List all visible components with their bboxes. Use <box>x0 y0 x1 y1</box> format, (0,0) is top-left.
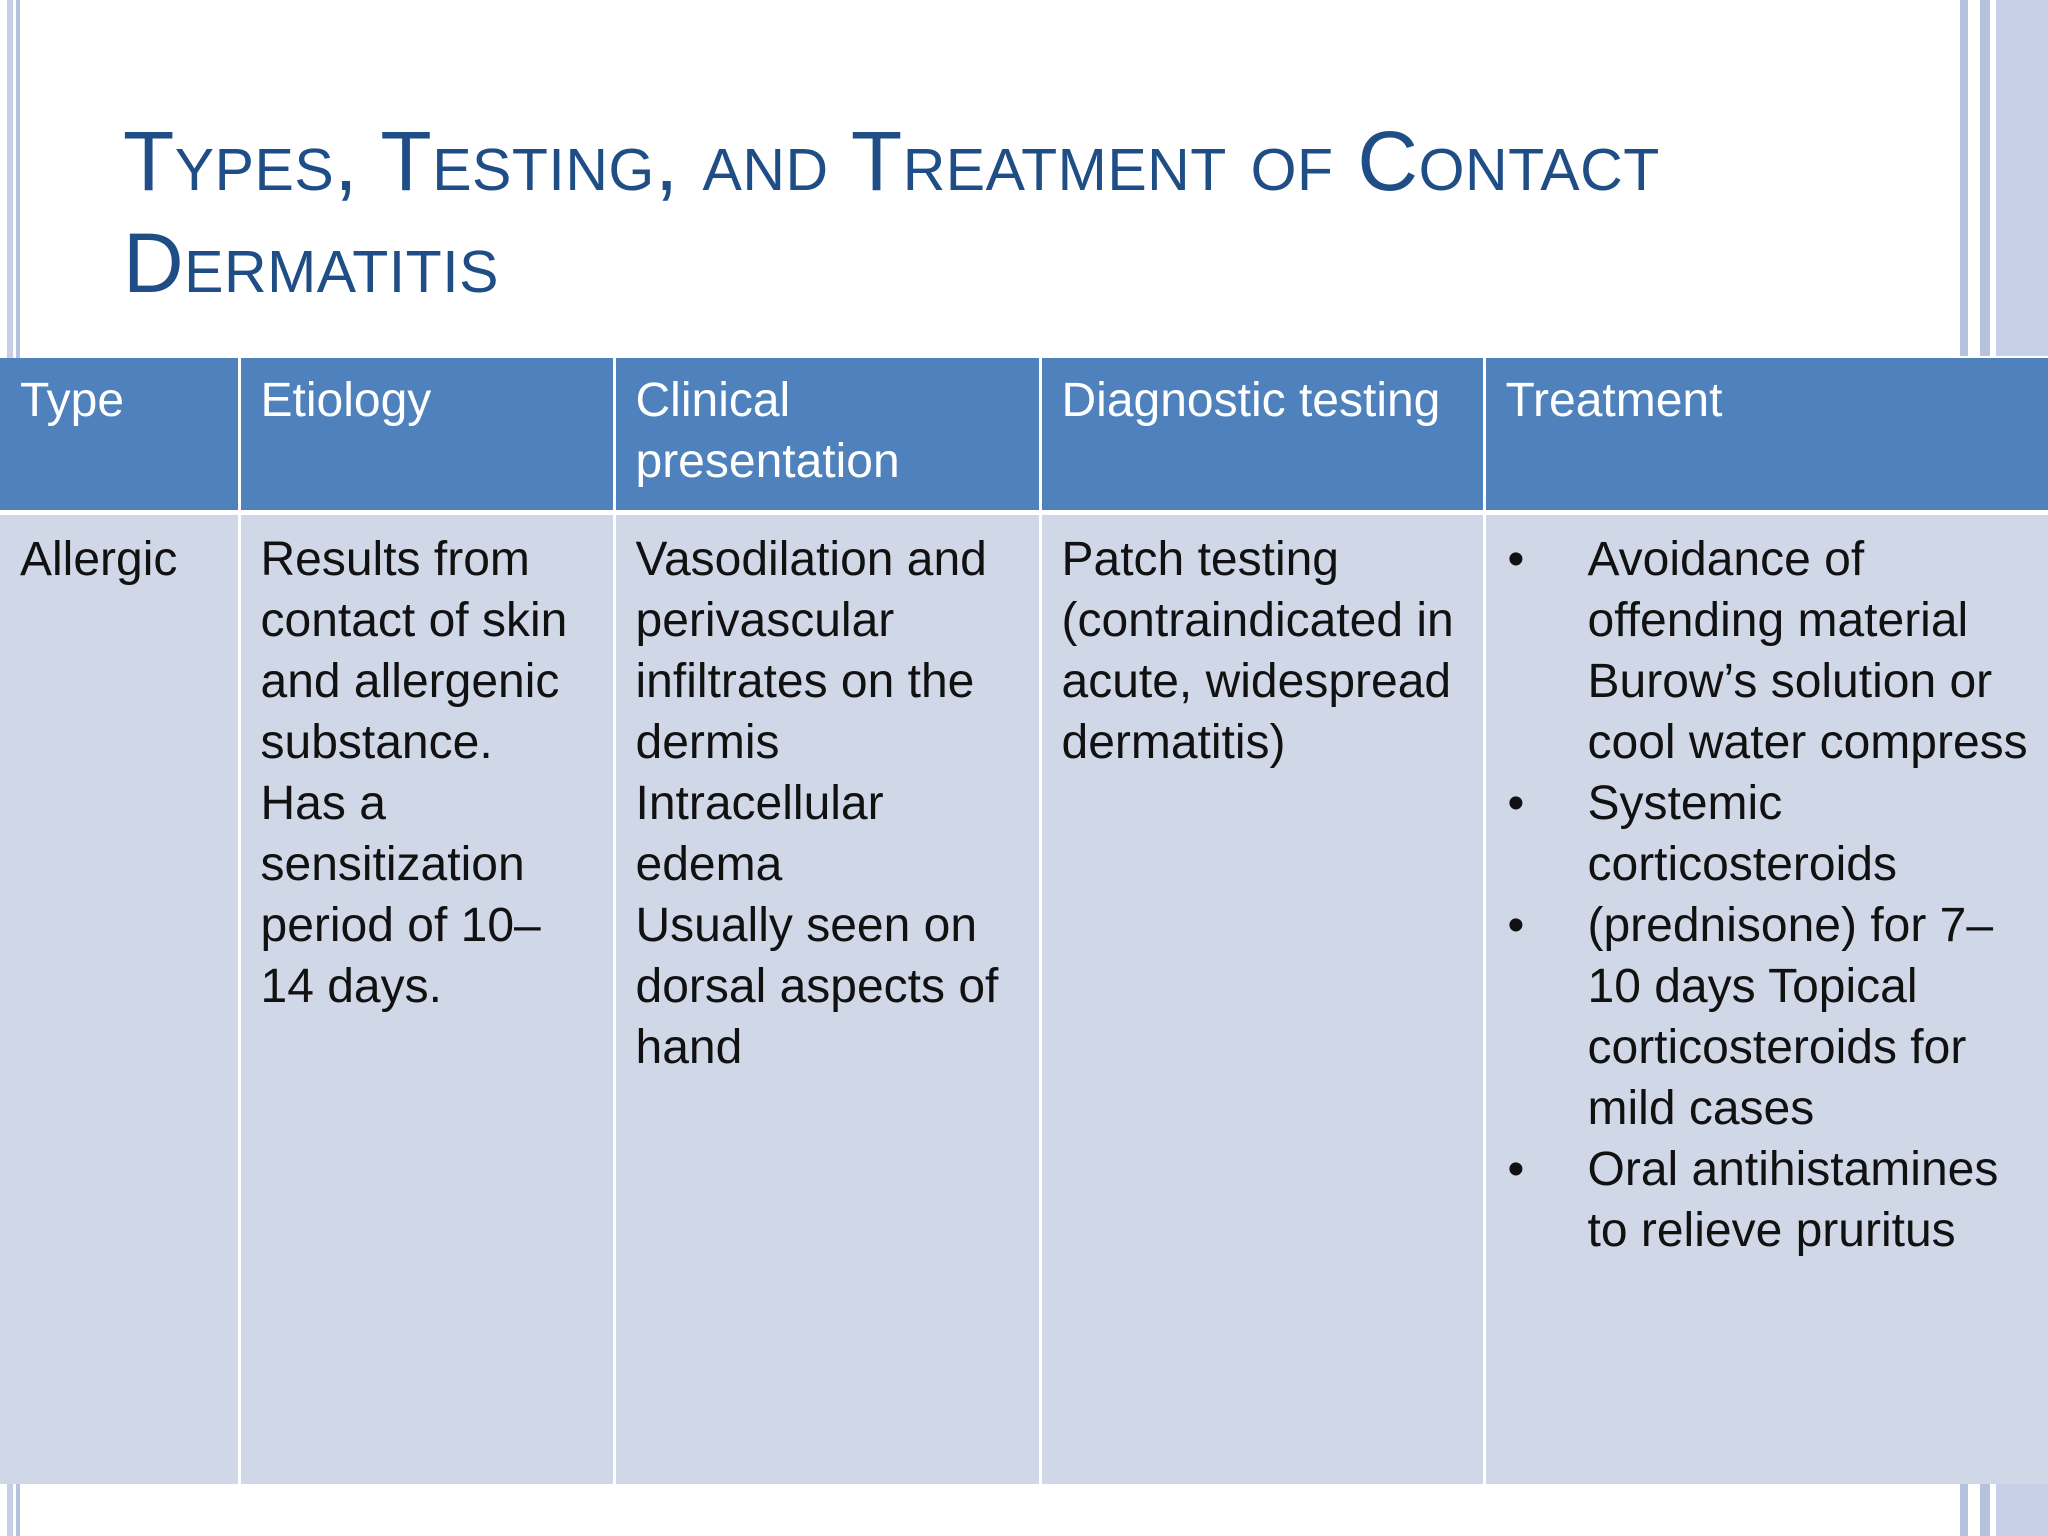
etiology-line: Results from contact of skin and allergenic substance. <box>260 532 568 769</box>
header-type: Type <box>0 358 239 512</box>
right-decor-band <box>1996 0 2048 356</box>
treatment-item: • Systemic corticosteroids <box>1506 773 2029 895</box>
header-etiology: Etiology <box>239 358 614 512</box>
right-decor-stripe <box>1960 0 1968 356</box>
header-clinical-presentation: Clinical presentation <box>614 358 1040 512</box>
dermatitis-table <box>0 358 2048 1484</box>
cell-type: Allergic <box>0 512 239 1484</box>
left-decor-stripe <box>16 1484 20 1536</box>
treatment-item: • Oral antihistamines to relieve pruritus <box>1506 1139 2029 1261</box>
clinical-line: Intracellular edema <box>635 776 884 891</box>
right-decor-stripe <box>1980 1484 1990 1536</box>
etiology-line: Has a sensitization period of 10–14 days. <box>260 776 541 1013</box>
cell-clinical-presentation <box>614 512 1040 1484</box>
right-decor-stripe <box>1960 1484 1968 1536</box>
right-decor-stripe <box>1980 0 1990 356</box>
treatment-item: • Avoidance of offending material Burow’s solution or cool water compress <box>1506 529 2029 773</box>
left-decor-stripe <box>7 1484 13 1536</box>
cell-diagnostic-testing: Patch testing (contraindicated in acute, widespread dermatitis) <box>1040 512 1484 1484</box>
cell-treatment <box>1484 512 2048 1484</box>
treatment-list <box>1506 529 2029 1261</box>
left-decor-stripe <box>7 0 13 368</box>
treatment-item: • (prednisone) for 7–10 days Topical corticosteroids for mild cases <box>1506 895 2029 1139</box>
left-decor-stripe <box>16 0 20 368</box>
right-decor-band <box>1996 1484 2048 1536</box>
table-header-row <box>0 358 2048 512</box>
clinical-line: Vasodilation and perivascular infiltrates on the dermis <box>635 532 987 769</box>
table-row <box>0 512 2048 1484</box>
cell-etiology <box>239 512 614 1484</box>
header-treatment: Treatment <box>1484 358 2048 512</box>
slide-title: Types, Testing, and Treatment of Contact Dermatitis <box>123 114 1660 310</box>
header-diagnostic-testing: Diagnostic testing <box>1040 358 1484 512</box>
clinical-line: Usually seen on dorsal aspects of hand <box>635 898 999 1074</box>
